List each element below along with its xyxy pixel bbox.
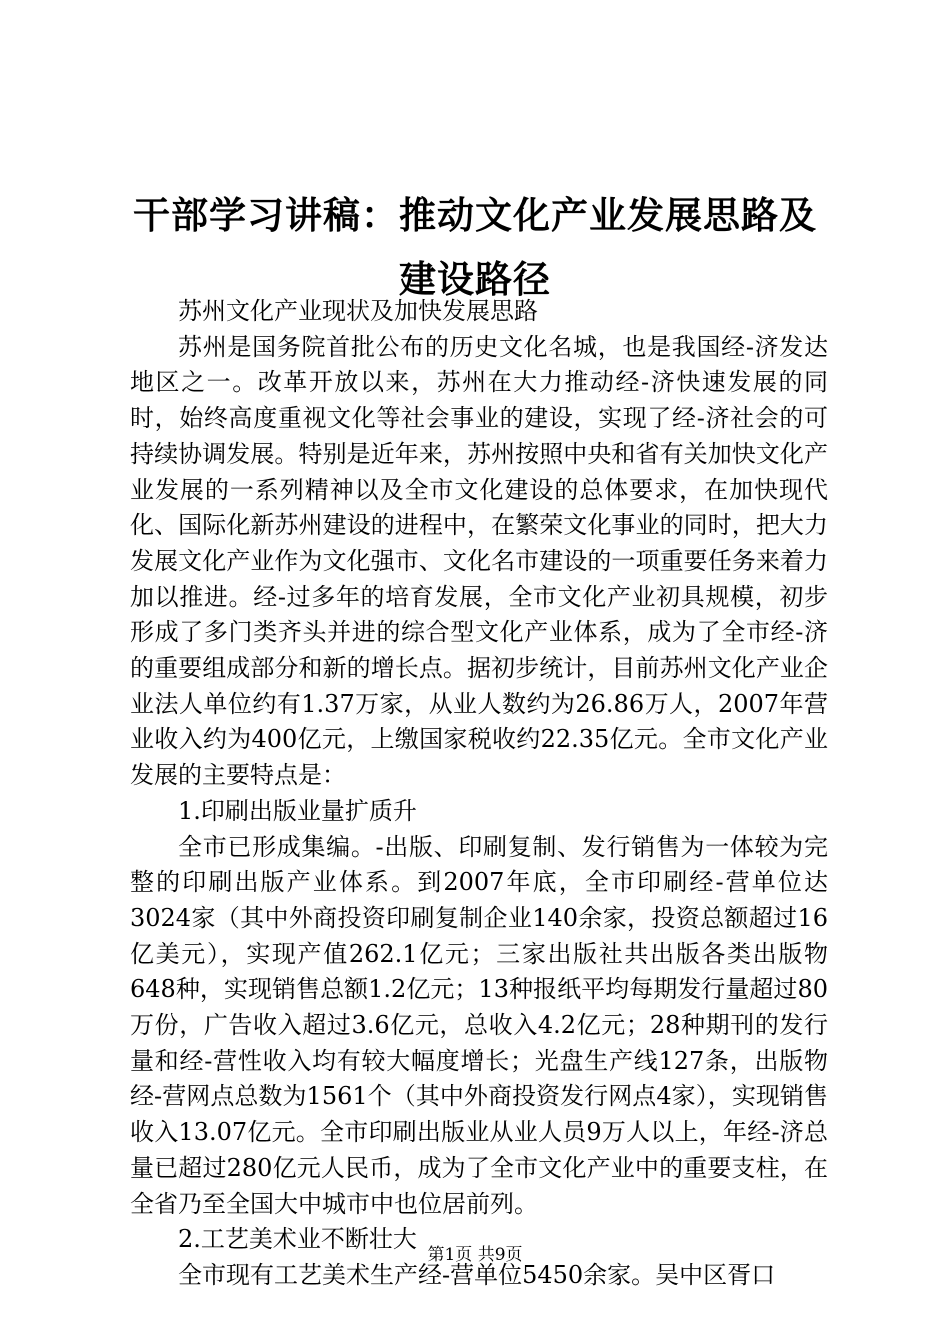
page-number-footer: 第1页 共9页 [427, 1245, 523, 1265]
body-paragraph: 苏州是国务院首批公布的历史文化名城，也是我国经-济发达地区之一。改革开放以来，苏州在大力推动经-济快速发展的同时，始终高度重视文化等社会事业的建设，实现了经-济社会的可持续协调发展。特别是近年来，苏州按照中央和省有关加快文化产业发展的一系列精神以及全市文化建设的总体要求，在加快现代化、国际化新苏州建设的进程中，在繁荣文化事业的同时，把大力发展文化产业作为文化强市、文化名市建设的一项重要任务来着力加以推进。经-过多年的培育发展，全市文化产业初具规模，初步形成了多门类齐头并进的综合型文化产业体系，成为了全市经-济的重要组成部分和新的增长点。据初步统计，目前苏州文化产业企业法人单位约有1.37万家，从业人数约为26.86万人，2007年营业收入约为400亿元，上缴国家税收约22.35亿元。全市文化产业发展的主要特点是： [130, 332, 828, 790]
subsection-heading: 2.工艺美术业不断壮大 [178, 1225, 417, 1254]
document-title: 干部学习讲稿：推动文化产业发展思路及建设路径 [133, 194, 817, 301]
section-heading: 苏州文化产业现状及加快发展思路 [178, 297, 538, 325]
document-body [130, 294, 828, 1294]
body-paragraph: 全市现有工艺美术生产经-营单位5450余家。吴中区胥口 [178, 1260, 776, 1289]
subsection-heading: 1.印刷出版业量扩质升 [178, 796, 417, 825]
body-paragraph: 全市已形成集编。-出版、印刷复制、发行销售为一体较为完整的印刷出版产业体系。到2007年底，全市印刷经-营单位达3024家（其中外商投资印刷复制企业140余家，投资总额超过16亿美元），实现产值262.1亿元；三家出版社共出版各类出版物648种，实现销售总额1.2亿元；13种报纸平均每期发行量超过80万份，广告收入超过3.6亿元，总收入4.2亿元；28种期刊的发行量和经-营性收入均有较大幅度增长；光盘生产线127条，出版物经-营网点总数为1561个（其中外商投资发行网点4家），实现销售收入13.07亿元。全市印刷出版业从业人员9万人以上，年经-济总量已超过280亿元人民币，成为了全市文化产业中的重要支柱，在全省乃至全国大中城市中也位居前列。 [130, 832, 828, 1218]
